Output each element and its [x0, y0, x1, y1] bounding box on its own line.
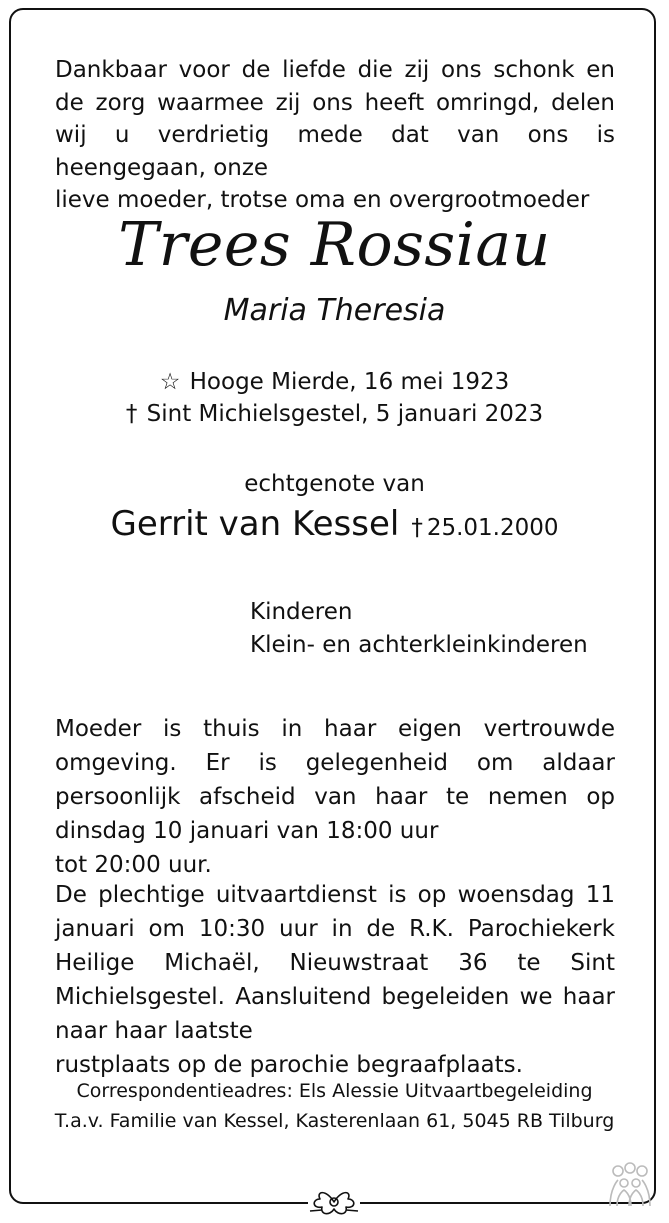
birth-row — [0, 366, 669, 398]
death-text: Sint Michielsgestel, 5 januari 2023 — [146, 401, 544, 427]
birth-text: Hooge Mierde, 16 mei 1923 — [189, 369, 510, 395]
correspondence-line-1: Correspondentieadres: Els Alessie Uitvaartbegeleiding — [76, 1080, 593, 1102]
intro-paragraph — [55, 54, 615, 184]
service-last: rustplaats op de parochie begraafplaats. — [55, 1052, 523, 1078]
service-paragraph — [55, 878, 615, 1082]
star-icon: ☆ — [159, 369, 181, 395]
family-item-grandchildren: Klein- en achterkleinkinderen — [250, 631, 588, 658]
deceased-name: Trees Rossiau — [118, 210, 551, 280]
intro-last-line: lieve moeder, trotse oma en overgrootmoeder — [55, 187, 590, 213]
spouse-line — [0, 502, 669, 546]
intro-main: Dankbaar voor de liefde die zij ons schonk en de zorg waarmee zij ons heeft omringd, delen wij u verdrietig mede dat van ons is heengegaan, onze — [55, 57, 615, 181]
spouse-cross-icon: † — [411, 515, 423, 541]
flower-ornament-icon — [308, 1185, 360, 1219]
family-list — [250, 596, 588, 661]
viewing-main: Moeder is thuis in haar eigen vertrouwde omgeving. Er is gelegenheid om aldaar persoonlijk afscheid van haar te nemen op dinsdag 10 januari van 18:00 uur — [55, 716, 615, 844]
viewing-last: tot 20:00 uur. — [55, 852, 212, 878]
deceased-given-names: Maria Theresia — [223, 293, 446, 328]
correspondence-line-2: T.a.v. Familie van Kessel, Kasterenlaan 61, 5045 RB Tilburg — [54, 1110, 615, 1132]
death-row — [0, 398, 669, 430]
family-item-children: Kinderen — [250, 599, 353, 625]
family-figures-icon — [604, 1162, 656, 1208]
cross-icon: † — [125, 401, 138, 427]
life-dates — [0, 366, 669, 430]
intro-text — [55, 54, 615, 217]
spouse-death-date: 25.01.2000 — [426, 515, 559, 541]
spouse-name: Gerrit van Kessel — [110, 504, 400, 544]
viewing-paragraph — [55, 712, 615, 882]
correspondence-address — [0, 1076, 669, 1136]
spouse-label: echtgenote van — [244, 471, 425, 497]
service-main: De plechtige uitvaartdienst is op woensdag 11 januari om 10:30 uur in de R.K. Parochiekerk Heilige Michaël, Nieuwstraat 36 te Sint Michielsgestel. Aansluitend begeleiden we haar naar haar laatste — [55, 882, 615, 1044]
